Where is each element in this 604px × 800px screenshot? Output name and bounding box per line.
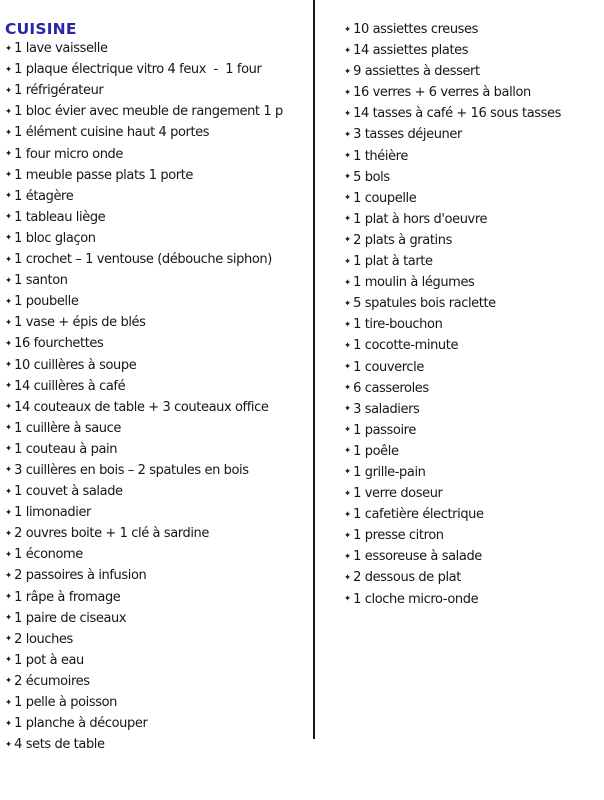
item-text: 2 écumoires <box>14 673 90 689</box>
diamond-bullet-icon: ✦ <box>5 613 13 624</box>
diamond-bullet-icon: ✦ <box>5 254 13 265</box>
item-text: 1 four micro onde <box>14 146 123 162</box>
item-text: 1 lave vaisselle <box>14 41 108 57</box>
item-text: 2 louches <box>14 631 73 647</box>
diamond-bullet-icon: ✦ <box>344 172 352 183</box>
diamond-bullet-icon: ✦ <box>5 360 13 370</box>
list-item <box>5 651 309 672</box>
diamond-bullet-icon: ✦ <box>5 634 13 645</box>
diamond-bullet-icon: ✦ <box>344 256 352 267</box>
diamond-bullet-icon: ✦ <box>5 739 13 750</box>
item-text: 3 cuillères en bois – 2 spatules en bois <box>14 462 249 478</box>
diamond-bullet-icon: ✦ <box>5 549 13 560</box>
list-item <box>344 336 600 357</box>
item-text: 14 cuillères à café <box>14 378 126 394</box>
list-item <box>5 419 309 440</box>
diamond-bullet-icon: ✦ <box>5 149 13 160</box>
diamond-bullet-icon: ✦ <box>344 362 352 372</box>
diamond-bullet-icon: ✦ <box>5 676 13 687</box>
diamond-bullet-icon: ✦ <box>5 718 13 729</box>
list-item <box>344 315 600 336</box>
list-item <box>344 104 600 125</box>
item-text: 1 couvet à salade <box>14 484 123 500</box>
item-text: 1 paire de ciseaux <box>14 610 127 626</box>
item-text: 5 bols <box>353 169 390 185</box>
item-text: 1 râpe à fromage <box>14 589 121 605</box>
item-text: 2 passoires à infusion <box>14 568 147 584</box>
list-item <box>344 547 600 568</box>
diamond-bullet-icon: ✦ <box>5 444 13 455</box>
diamond-bullet-icon: ✦ <box>344 277 352 288</box>
diamond-bullet-icon: ✦ <box>344 108 352 119</box>
item-text: 1 étagère <box>14 188 74 204</box>
list-item <box>5 503 309 524</box>
diamond-bullet-icon: ✦ <box>5 233 13 244</box>
list-item <box>344 358 600 379</box>
list-item <box>5 461 309 482</box>
item-text: 1 plat à hors d'oeuvre <box>353 211 488 227</box>
diamond-bullet-icon: ✦ <box>5 528 13 539</box>
right-column <box>344 20 600 611</box>
diamond-bullet-icon: ✦ <box>5 275 13 286</box>
diamond-bullet-icon: ✦ <box>5 655 13 666</box>
list-item <box>5 229 309 250</box>
left-item-list <box>5 39 309 756</box>
list-item <box>344 526 600 547</box>
list-item <box>344 125 600 146</box>
list-item <box>5 693 309 714</box>
list-item <box>344 231 600 252</box>
diamond-bullet-icon: ✦ <box>344 45 352 56</box>
list-item <box>344 568 600 589</box>
item-text: 1 grille-pain <box>353 464 426 480</box>
item-text: 1 bloc glaçon <box>14 230 96 246</box>
item-text: 14 assiettes plates <box>353 43 469 59</box>
item-text: 1 plaque électrique vitro 4 feux - 1 four <box>14 62 262 78</box>
item-text: 1 essoreuse à salade <box>353 549 482 565</box>
diamond-bullet-icon: ✦ <box>5 191 13 202</box>
right-item-list <box>344 20 600 611</box>
diamond-bullet-icon: ✦ <box>5 106 13 117</box>
item-text: 1 meuble passe plats 1 porte <box>14 167 193 183</box>
item-text: 1 presse citron <box>353 528 444 544</box>
diamond-bullet-icon: ✦ <box>5 85 13 96</box>
list-item <box>5 102 309 123</box>
item-text: 1 pelle à poisson <box>14 695 117 710</box>
item-text: 1 cafetière électrique <box>353 507 484 523</box>
item-text: 1 tire-bouchon <box>353 317 443 333</box>
diamond-bullet-icon: ✦ <box>344 488 352 499</box>
list-item <box>344 210 600 231</box>
diamond-bullet-icon: ✦ <box>5 592 13 603</box>
diamond-bullet-icon: ✦ <box>344 193 352 204</box>
diamond-bullet-icon: ✦ <box>344 530 352 541</box>
list-item <box>344 41 600 62</box>
item-text: 1 cloche micro-onde <box>353 591 479 607</box>
item-text: 1 pot à eau <box>14 652 84 668</box>
diamond-bullet-icon: ✦ <box>5 127 13 138</box>
diamond-bullet-icon: ✦ <box>344 340 352 351</box>
list-item <box>344 83 600 104</box>
item-text: 4 sets de table <box>14 737 105 753</box>
diamond-bullet-icon: ✦ <box>344 24 352 35</box>
list-item <box>5 313 309 334</box>
diamond-bullet-icon: ✦ <box>5 423 13 434</box>
item-text: 16 verres + 6 verres à ballon <box>353 85 531 101</box>
list-item <box>344 590 600 611</box>
diamond-bullet-icon: ✦ <box>344 551 352 562</box>
list-item <box>5 123 309 144</box>
list-item <box>344 189 600 210</box>
list-item <box>5 334 309 355</box>
item-text: 1 théière <box>353 148 408 164</box>
list-item <box>344 252 600 273</box>
list-item <box>344 147 600 168</box>
diamond-bullet-icon: ✦ <box>344 594 352 605</box>
item-text: 10 cuillères à soupe <box>14 357 137 373</box>
list-item <box>5 482 309 503</box>
item-text: 10 assiettes creuses <box>353 22 479 37</box>
list-item <box>344 62 600 83</box>
item-text: 1 couvercle <box>353 359 424 375</box>
item-text: 14 tasses à café + 16 sous tasses <box>353 106 561 122</box>
list-item <box>5 440 309 461</box>
list-item <box>5 271 309 292</box>
list-item <box>344 442 600 463</box>
item-text: 9 assiettes à dessert <box>353 64 480 80</box>
list-item <box>344 379 600 400</box>
list-item <box>5 714 309 735</box>
diamond-bullet-icon: ✦ <box>5 570 13 581</box>
item-text: 3 tasses déjeuner <box>353 127 462 143</box>
diamond-bullet-icon: ✦ <box>344 214 352 225</box>
diamond-bullet-icon: ✦ <box>5 465 13 476</box>
item-text: 1 économe <box>14 547 83 563</box>
diamond-bullet-icon: ✦ <box>5 381 13 392</box>
diamond-bullet-icon: ✦ <box>344 383 352 394</box>
list-item <box>5 735 309 756</box>
item-text: 1 moulin à légumes <box>353 275 475 291</box>
list-item <box>344 505 600 526</box>
item-text: 1 vase + épis de blés <box>14 315 146 331</box>
list-item <box>5 292 309 313</box>
item-text: 1 cocotte-minute <box>353 338 459 354</box>
list-item <box>5 588 309 609</box>
item-text: 14 couteaux de table + 3 couteaux office <box>14 399 269 415</box>
list-item <box>344 421 600 442</box>
diamond-bullet-icon: ✦ <box>5 697 13 708</box>
list-item <box>344 484 600 505</box>
column-divider-line <box>313 0 315 739</box>
list-item <box>5 145 309 166</box>
page-title: CUISINE <box>5 20 77 38</box>
diamond-bullet-icon: ✦ <box>5 486 13 497</box>
list-item <box>5 356 309 377</box>
list-item <box>5 208 309 229</box>
item-text: 1 réfrigérateur <box>14 83 104 99</box>
list-item <box>344 20 600 41</box>
item-text: 2 plats à gratins <box>353 232 452 248</box>
diamond-bullet-icon: ✦ <box>344 129 352 140</box>
diamond-bullet-icon: ✦ <box>344 467 352 478</box>
list-item <box>5 566 309 587</box>
diamond-bullet-icon: ✦ <box>344 87 352 98</box>
item-text: 5 spatules bois raclette <box>353 296 496 312</box>
item-text: 1 verre doseur <box>353 486 443 502</box>
list-item <box>5 672 309 693</box>
list-item <box>344 273 600 294</box>
list-item <box>344 463 600 484</box>
diamond-bullet-icon: ✦ <box>5 212 13 223</box>
diamond-bullet-icon: ✦ <box>344 446 352 457</box>
item-text: 1 plat à tarte <box>353 254 433 270</box>
left-column <box>5 20 309 756</box>
list-item <box>5 60 309 81</box>
list-item <box>344 400 600 421</box>
diamond-bullet-icon: ✦ <box>344 404 352 415</box>
list-item <box>5 166 309 187</box>
item-text: 1 limonadier <box>14 505 91 521</box>
item-text: 2 dessous de plat <box>353 570 461 586</box>
item-text: 16 fourchettes <box>14 336 104 352</box>
item-text: 2 ouvres boite + 1 clé à sardine <box>14 526 209 542</box>
item-text: 3 saladiers <box>353 401 420 417</box>
list-item <box>5 377 309 398</box>
item-text: 1 bloc évier avec meuble de rangement 1 p <box>14 104 283 120</box>
list-item <box>5 39 309 60</box>
item-text: 1 passoire <box>353 422 416 438</box>
diamond-bullet-icon: ✦ <box>344 572 352 583</box>
list-item <box>5 545 309 566</box>
diamond-bullet-icon: ✦ <box>5 338 13 349</box>
diamond-bullet-icon: ✦ <box>344 425 352 436</box>
diamond-bullet-icon: ✦ <box>5 296 13 307</box>
item-text: 1 poubelle <box>14 294 79 310</box>
list-item <box>5 524 309 545</box>
item-text: 1 couteau à pain <box>14 441 118 457</box>
diamond-bullet-icon: ✦ <box>5 507 13 518</box>
list-item <box>5 187 309 208</box>
item-text: 1 élément cuisine haut 4 portes <box>14 125 210 141</box>
diamond-bullet-icon: ✦ <box>5 402 13 413</box>
list-item <box>5 250 309 271</box>
diamond-bullet-icon: ✦ <box>5 43 13 54</box>
list-item <box>5 630 309 651</box>
diamond-bullet-icon: ✦ <box>344 235 352 246</box>
item-text: 1 crochet – 1 ventouse (débouche siphon) <box>14 252 272 268</box>
list-item <box>5 398 309 419</box>
list-item <box>5 609 309 630</box>
list-item <box>344 294 600 315</box>
diamond-bullet-icon: ✦ <box>5 317 13 328</box>
item-text: 1 tableau liège <box>14 209 106 225</box>
diamond-bullet-icon: ✦ <box>344 298 352 309</box>
list-item <box>344 168 600 189</box>
list-item <box>5 81 309 102</box>
item-text: 1 planche à découper <box>14 716 148 732</box>
diamond-bullet-icon: ✦ <box>344 319 352 330</box>
diamond-bullet-icon: ✦ <box>344 66 352 77</box>
item-text: 1 cuillère à sauce <box>14 420 121 436</box>
diamond-bullet-icon: ✦ <box>5 170 13 181</box>
diamond-bullet-icon: ✦ <box>5 64 13 75</box>
diamond-bullet-icon: ✦ <box>344 509 352 520</box>
item-text: 1 poêle <box>353 443 399 459</box>
diamond-bullet-icon: ✦ <box>344 151 352 162</box>
item-text: 1 santon <box>14 273 68 289</box>
item-text: 1 coupelle <box>353 190 417 206</box>
item-text: 6 casseroles <box>353 380 429 396</box>
